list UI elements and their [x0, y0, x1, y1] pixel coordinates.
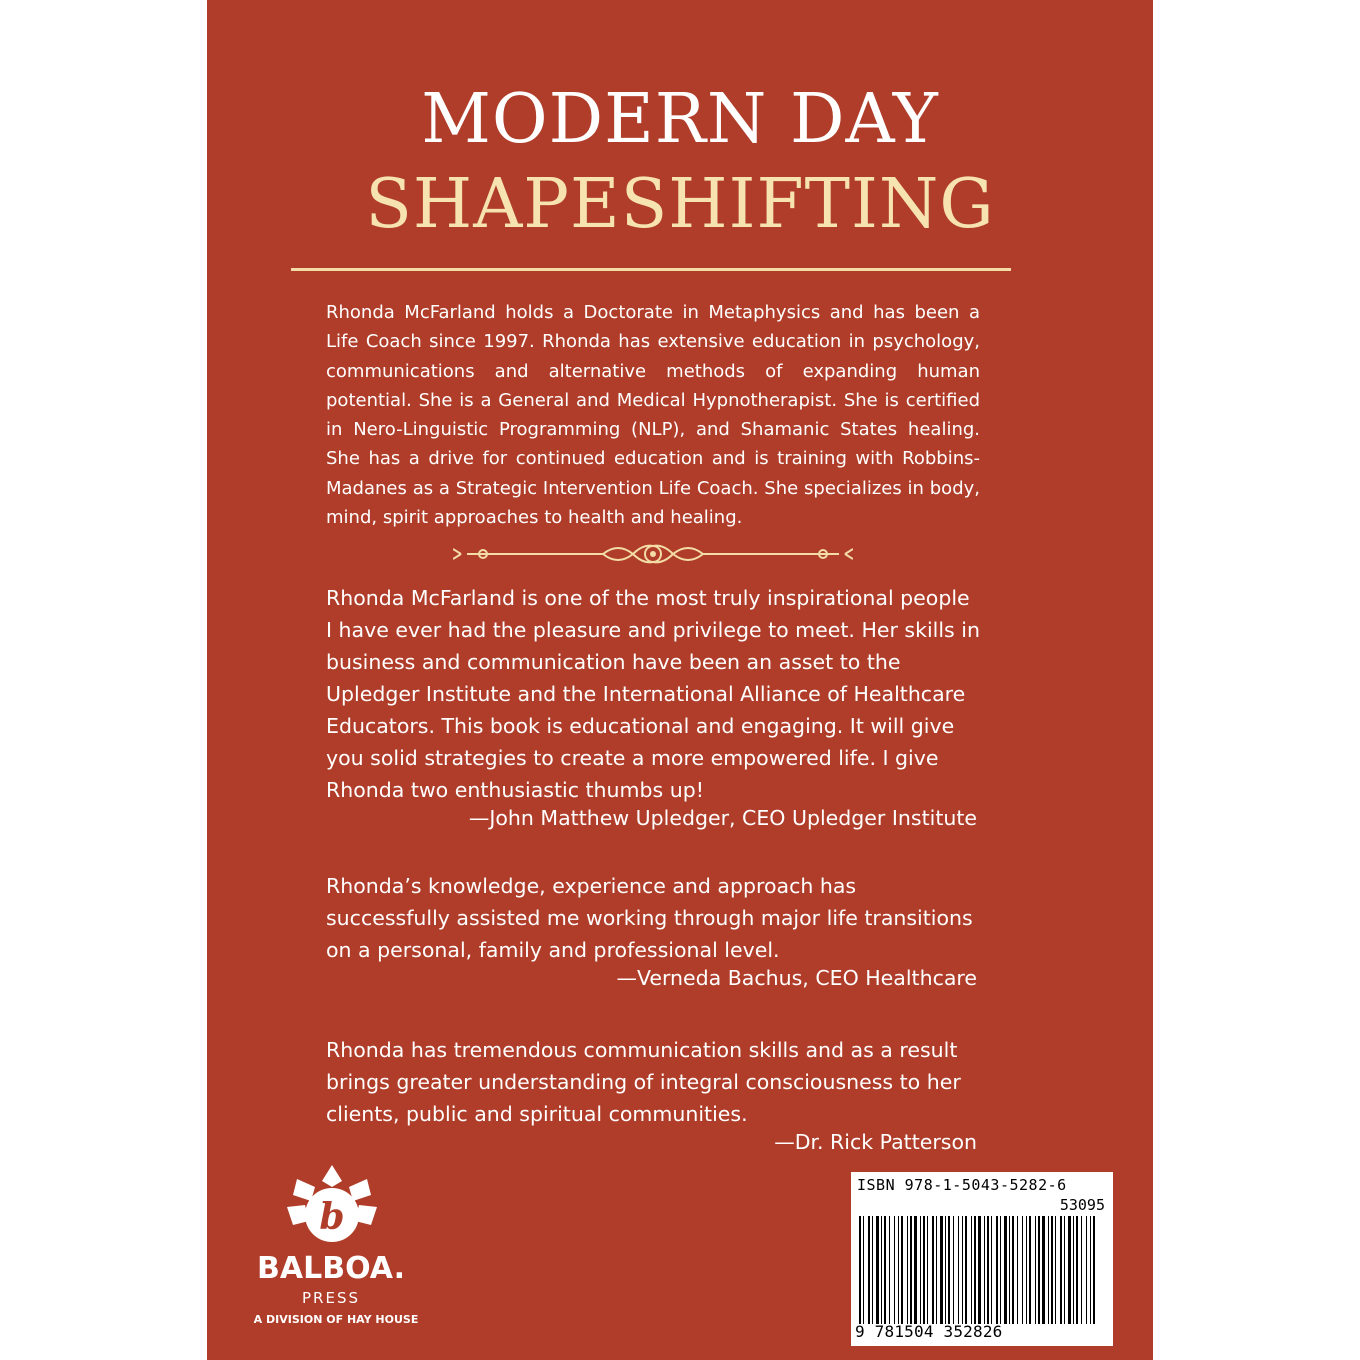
- author-bio: Rhonda McFarland holds a Doctorate in Metaphysics and has been a Life Coach since 1997. Rhonda has extensive education in psychology, communications and alternative methods of expanding human potential. She is a General and Medical Hypnotherapist. She is certified in Nero-Linguistic Programming (NLP), and Shamanic States healing. She has a drive for continued education and is training with Robbins-Madanes as a Strategic Intervention Life Coach. She specializes in body, mind, spirit approaches to health and healing.: [326, 302, 980, 529]
- publisher-division: A DIVISION OF HAY HOUSE: [253, 1313, 419, 1326]
- isbn-label: ISBN 978-1-5043-5282-6: [857, 1176, 1067, 1194]
- price-code: 53095: [1059, 1196, 1105, 1214]
- testimonial-1: Rhonda McFarland is one of the most truly inspirational people I have ever had the pleasure and privilege to meet. Her skills in business and communication have been an asset to the Upledger Institute and the International Alliance of Healthcare Educators. This book is educational and engaging. It will give you solid strategies to create a more empowered life. I give Rhonda two enthusiastic thumbs up!: [326, 586, 980, 802]
- ean-number: 9 781504 352826: [855, 1322, 1003, 1341]
- publisher-imprint: PRESS: [302, 1289, 360, 1307]
- testimonial-2: Rhonda’s knowledge, experience and approach has successfully assisted me working through major life transitions on a personal, family and professional level.: [326, 874, 973, 962]
- title-divider: [291, 268, 1011, 271]
- testimonial-3-attribution: —Dr. Rick Patterson: [774, 1130, 977, 1154]
- lotus-icon: [287, 1165, 377, 1245]
- testimonial-2-attribution: —Verneda Bachus, CEO Healthcare: [616, 966, 977, 990]
- publisher-logo: [251, 1165, 421, 1330]
- barcode-panel: [851, 1172, 1113, 1346]
- testimonial-1-attribution: —John Matthew Upledger, CEO Upledger Institute: [468, 806, 977, 830]
- publisher-name: BALBOA.: [257, 1251, 405, 1286]
- title-line-1: MODERN DAY: [421, 80, 939, 159]
- title-line-2: SHAPESHIFTING: [365, 165, 995, 244]
- testimonial-3: Rhonda has tremendous communication skills and as a result brings greater understanding of integral consciousness to her clients, public and spiritual communities.: [326, 1038, 961, 1126]
- logo-letter: b: [319, 1196, 345, 1238]
- barcode-icon: [859, 1216, 1105, 1324]
- ornament-divider-icon: [453, 540, 853, 568]
- back-cover: [207, 0, 1153, 1360]
